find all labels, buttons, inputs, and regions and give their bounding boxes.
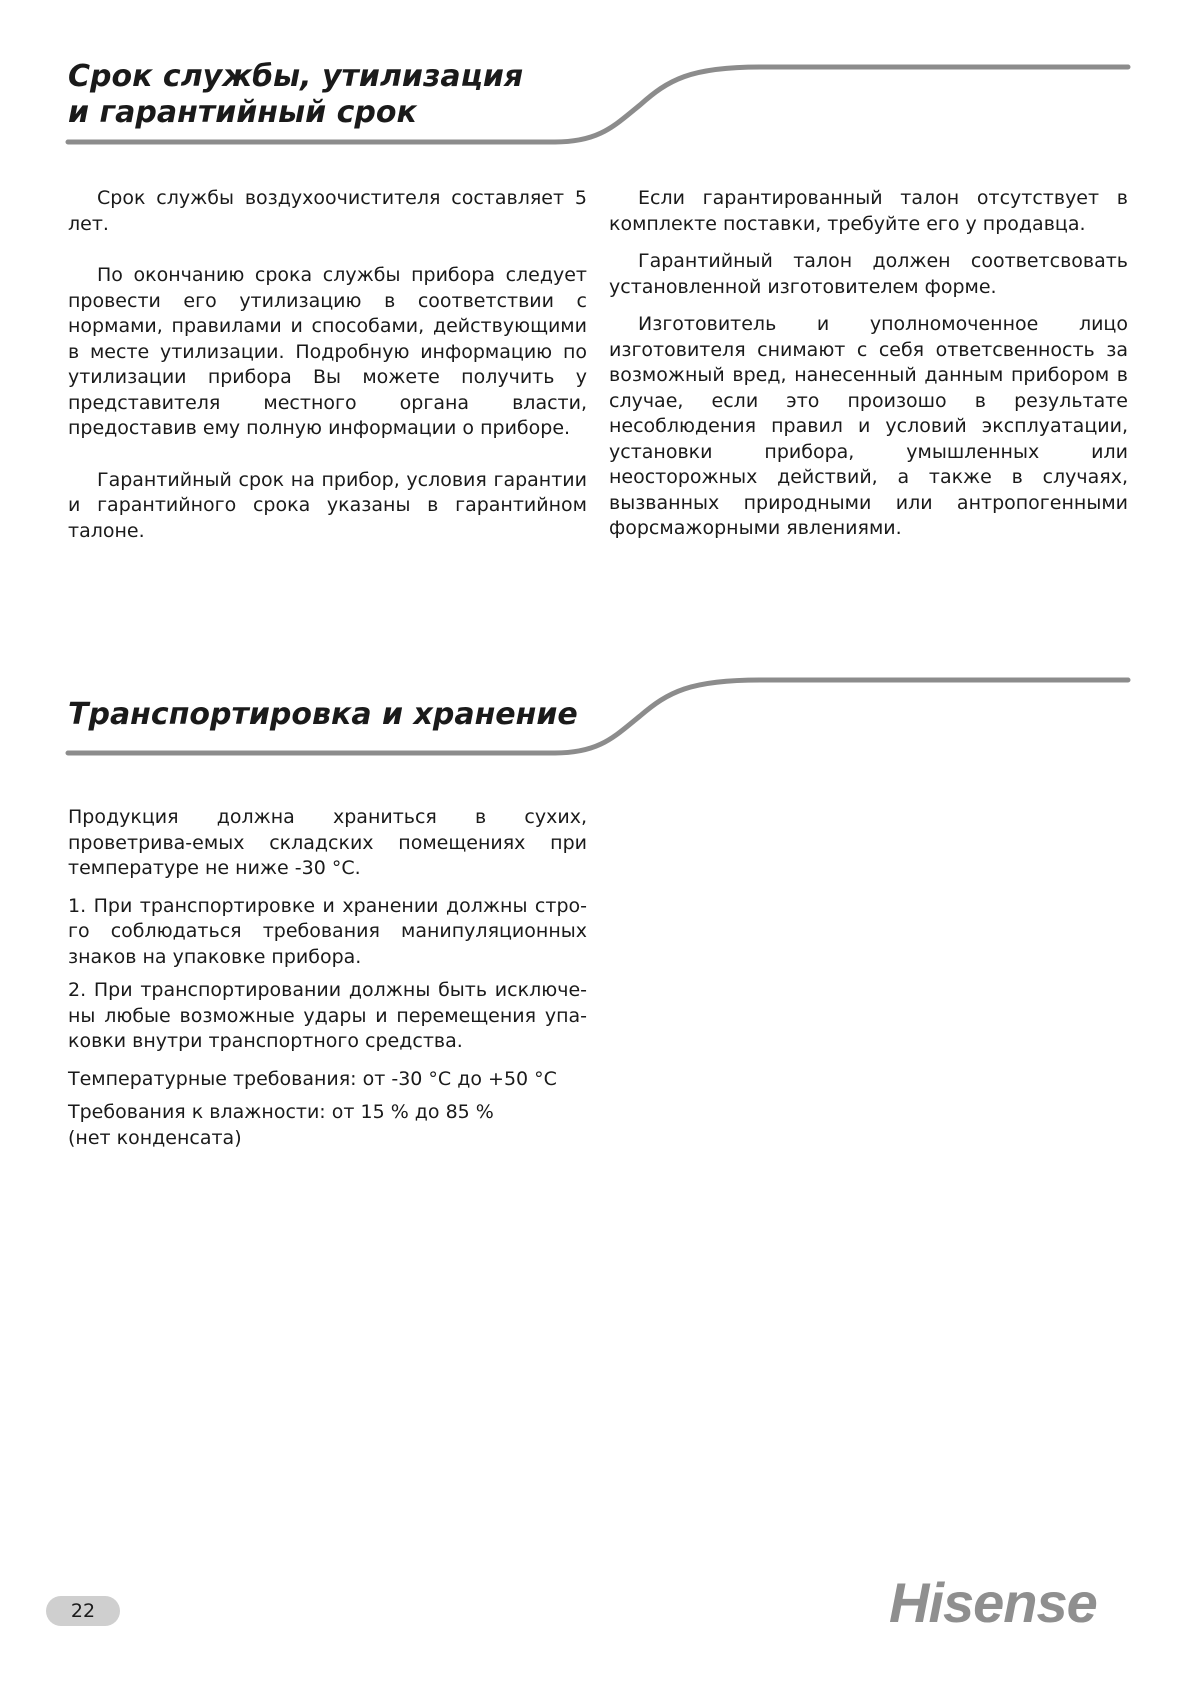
paragraph-warranty-card-missing: Если гарантированный талон отсутствует в комплекте поставки, требуйте его у продавца. <box>609 187 1128 235</box>
page-number-badge <box>46 1596 120 1626</box>
temperature-requirements: Температурные требования: от -30 °С до +50 °С <box>68 1067 557 1090</box>
paragraph-transport-rule-1: 1. При транспортировке и хранении должны стро-го соблюдаться требования манипуляционных знаков на упаковке прибора. <box>68 894 587 968</box>
service-life-left-column <box>68 186 587 544</box>
page-number: 22 <box>70 1600 96 1622</box>
title-line-2: и гарантийный срок <box>68 95 417 130</box>
paragraph-warranty-card-form: Гарантийный талон должен соответсвовать установленной изготовителем форме. <box>609 250 1128 298</box>
transport-storage-column <box>68 805 587 1151</box>
no-condensation-note: (нет конденсата) <box>68 1126 242 1149</box>
title-line-1: Срок службы, утилизация <box>68 59 524 94</box>
service-life-right-column <box>609 186 1128 542</box>
paragraph-storage-conditions: Продукция должна храниться в сухих, проветрива-емых складских помещениях при температуре не ниже -30 °С. <box>68 806 587 879</box>
section-title-transport-storage: Транспортировка и хранение <box>68 697 578 732</box>
paragraph-liability: Изготовитель и уполномоченное лицо изготовителя снимают с себя ответсвенность за возможный вред, нанесенный данным прибором в случае, если это произошо в результате несоблюдения правил и условий эксплуатации, установки прибора, умышленных или неосторожных действий, а также в случаях, вызванных природными или антропогенными форсмажорными явлениями. <box>609 313 1128 539</box>
paragraph-disposal: По окончанию срока службы прибора следует провести его утилизацию в соответствии с нормами, правилами и способами, действующими в месте утилизации. Подробную информацию по утилизации прибора Вы можете получить у представителя местного органа власти, предоставив ему полную информации о приборе. <box>68 264 587 439</box>
paragraph-service-life: Срок службы воздухоочистителя составляет 5 лет. <box>68 187 587 235</box>
hisense-logo <box>887 1570 1127 1634</box>
hisense-logo-text: Hisense <box>889 1571 1097 1634</box>
humidity-requirements: Требования к влажности: от 15 % до 85 % <box>68 1101 494 1123</box>
paragraph-warranty-period: Гарантийный срок на прибор, условия гарантии и гарантийного срока указаны в гарантийном талоне. <box>68 468 587 542</box>
section-title-service-life <box>68 59 523 131</box>
paragraph-transport-rule-2: 2. При транспортировании должны быть исключе-ны любые возможные удары и перемещения упа-ковки внутри транспортного средства. <box>68 979 587 1052</box>
